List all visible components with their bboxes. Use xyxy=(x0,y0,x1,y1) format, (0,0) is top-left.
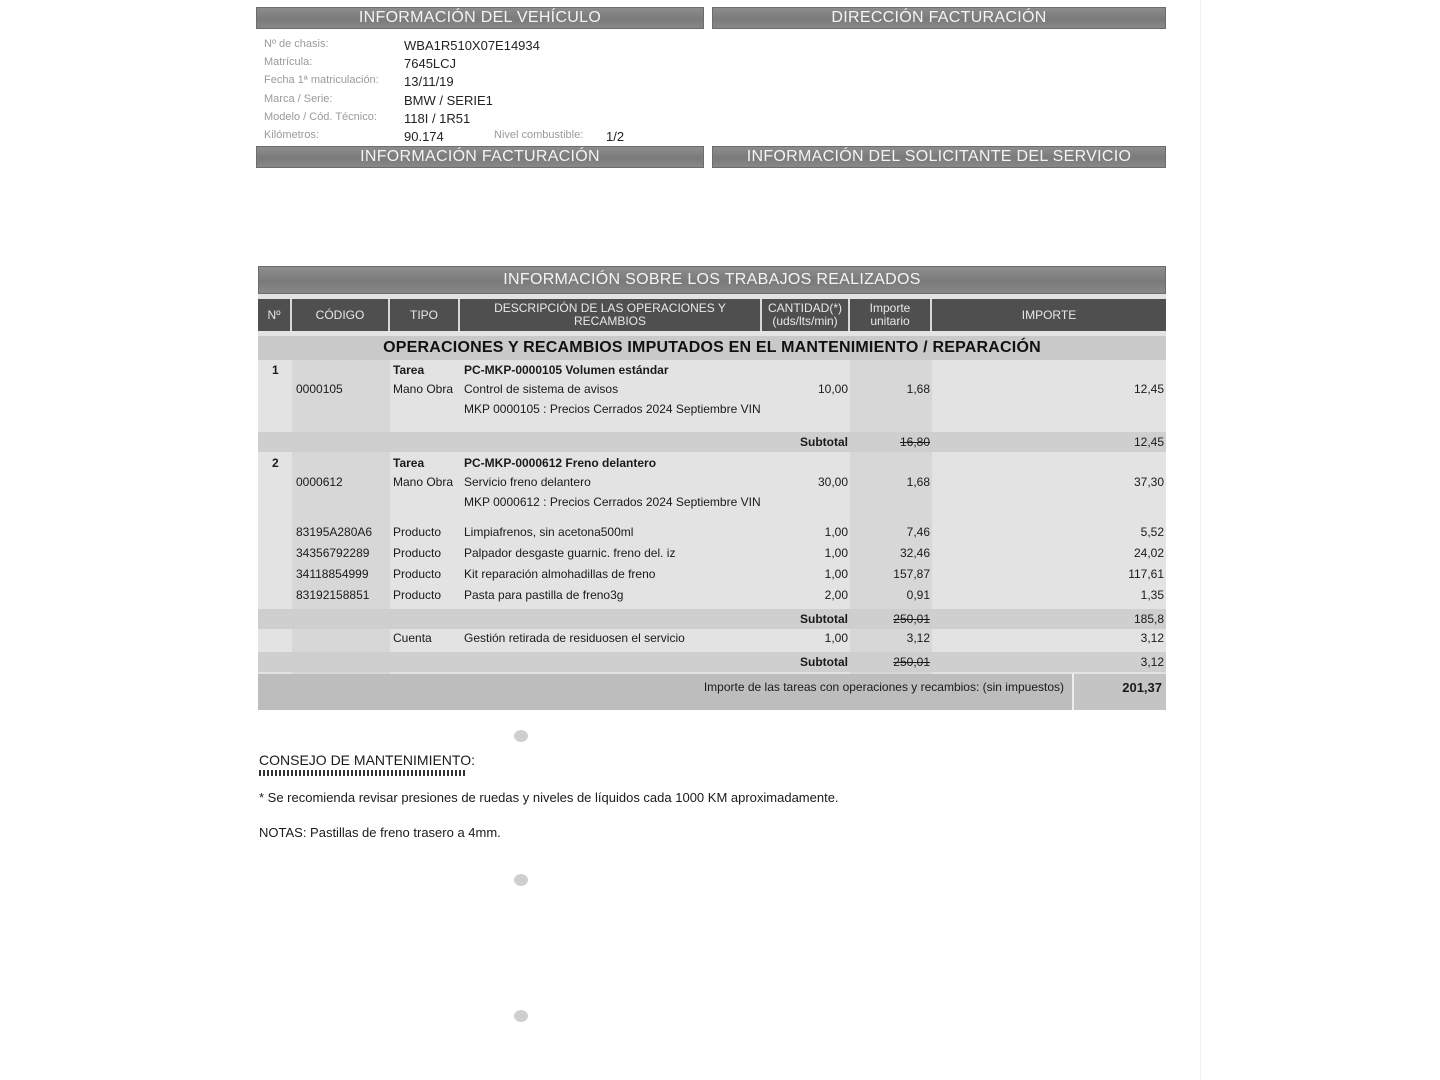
row-qty: 1,00 xyxy=(824,525,848,539)
combustible-label: Nivel combustible: xyxy=(494,129,584,141)
header-facturacion xyxy=(256,146,704,168)
table-row xyxy=(258,360,1166,380)
row-unit: 3,12 xyxy=(906,631,930,645)
row-note: MKP 0000612 : Precios Cerrados 2024 Septiembre VIN xyxy=(464,495,761,509)
table-header-row xyxy=(258,299,1166,331)
row-desc: Servicio freno delantero xyxy=(464,475,591,489)
total-row xyxy=(258,674,1166,710)
col-header-tipo: TIPO xyxy=(390,299,460,331)
subtotal-unit: 250,01 xyxy=(893,655,930,669)
header-solicitante-text: INFORMACIÓN DEL SOLICITANTE DEL SERVICIO xyxy=(746,148,1132,165)
row-desc: PC-MKP-0000612 Freno delantero xyxy=(464,456,657,470)
marca-value: BMW / SERIE1 xyxy=(404,93,493,108)
row-code: 0000612 xyxy=(296,475,343,489)
scan-hole-mark xyxy=(514,874,528,886)
row-tipo: Tarea xyxy=(393,363,425,377)
row-code: 83192158851 xyxy=(296,588,370,602)
row-tipo: Cuenta xyxy=(393,631,432,645)
table-row xyxy=(258,453,1166,473)
row-qty: 1,00 xyxy=(824,546,848,560)
chasis-value: WBA1R510X07E14934 xyxy=(404,38,540,53)
table-row xyxy=(258,543,1166,563)
table-row-note xyxy=(258,402,1166,432)
row-imp: 12,45 xyxy=(1133,382,1164,396)
subtotal-unit: 250,01 xyxy=(893,612,930,626)
page-edge xyxy=(1200,0,1201,1080)
total-value: 201,37 xyxy=(1122,680,1162,695)
scan-hole-mark xyxy=(514,730,528,742)
row-tipo: Tarea xyxy=(393,456,425,470)
header-direccion-facturacion xyxy=(712,7,1166,29)
row-code: 0000105 xyxy=(296,382,343,396)
header-vehiculo xyxy=(256,7,704,29)
asterisk-divider xyxy=(259,770,465,776)
subtotal-label: Subtotal xyxy=(800,435,848,449)
row-qty: 1,00 xyxy=(824,631,848,645)
row-qty: 1,00 xyxy=(824,567,848,581)
row-desc: Kit reparación almohadillas de freno xyxy=(464,567,656,581)
col-header-descripcion: DESCRIPCIÓN DE LAS OPERACIONES Y RECAMBIOS xyxy=(460,299,762,331)
table-row xyxy=(258,522,1166,542)
row-imp: 1,35 xyxy=(1140,588,1164,602)
subtotal-row xyxy=(258,432,1166,452)
row-imp: 3,12 xyxy=(1140,631,1164,645)
row-no: 2 xyxy=(272,456,279,470)
row-qty: 2,00 xyxy=(824,588,848,602)
fecha-label: Fecha 1ª matriculación: xyxy=(264,74,379,86)
km-label: Kilómetros: xyxy=(264,129,320,141)
header-vehiculo-text: INFORMACIÓN DEL VEHÍCULO xyxy=(358,9,602,26)
row-no: 1 xyxy=(272,363,279,377)
row-code: 34356792289 xyxy=(296,546,370,560)
row-unit: 7,46 xyxy=(906,525,930,539)
modelo-value: 118I / 1R51 xyxy=(404,111,471,126)
row-imp: 117,61 xyxy=(1128,567,1164,581)
row-code: 83195A280A6 xyxy=(296,525,373,539)
col-header-unitario: Importe unitario xyxy=(850,299,932,331)
header-solicitante xyxy=(712,146,1166,168)
total-box xyxy=(1072,674,1166,710)
subtotal-imp: 3,12 xyxy=(1140,655,1164,669)
col-header-no: Nº xyxy=(258,299,292,331)
row-imp: 24,02 xyxy=(1133,546,1164,560)
row-tipo: Producto xyxy=(393,525,442,539)
col-header-importe: IMPORTE xyxy=(932,299,1166,331)
row-tipo: Mano Obra xyxy=(393,475,454,489)
trabajos-table xyxy=(258,266,1166,710)
header-direccion-text: DIRECCIÓN FACTURACIÓN xyxy=(831,9,1047,26)
row-tipo: Producto xyxy=(393,567,442,581)
table-row xyxy=(258,472,1166,492)
row-imp: 37,30 xyxy=(1133,475,1164,489)
row-desc: PC-MKP-0000105 Volumen estándar xyxy=(464,363,669,377)
row-qty: 30,00 xyxy=(817,475,848,489)
row-tipo: Producto xyxy=(393,588,442,602)
row-desc: Control de sistema de avisos xyxy=(464,382,619,396)
matricula-label: Matrícula: xyxy=(264,56,313,68)
subtotal-imp: 12,45 xyxy=(1133,435,1164,449)
row-desc: Limpiafrenos, sin acetona500ml xyxy=(464,525,634,539)
subtotal-label: Subtotal xyxy=(800,612,848,626)
header-facturacion-text: INFORMACIÓN FACTURACIÓN xyxy=(360,148,600,165)
header-trabajos-text: INFORMACIÓN SOBRE LOS TRABAJOS REALIZADOS xyxy=(503,271,921,288)
row-qty: 10,00 xyxy=(817,382,848,396)
consejo-heading: CONSEJO DE MANTENIMIENTO: xyxy=(259,752,475,768)
row-desc: Palpador desgaste guarnic. freno del. iz xyxy=(464,546,676,560)
table-row-note xyxy=(258,495,1166,525)
table-row xyxy=(258,379,1166,399)
col-header-codigo: CÓDIGO xyxy=(292,299,390,331)
row-unit: 1,68 xyxy=(906,475,930,489)
notas-text: NOTAS: Pastillas de freno trasero a 4mm. xyxy=(259,825,501,840)
table-row xyxy=(258,585,1166,605)
col-header-cantidad: CANTIDAD(*) (uds/lts/min) xyxy=(762,299,850,331)
chasis-label: Nº de chasis: xyxy=(264,38,329,50)
subtotal-row xyxy=(258,609,1166,629)
row-code: 34118854999 xyxy=(296,567,369,581)
row-desc: Pasta para pastilla de freno3g xyxy=(464,588,624,602)
scan-hole-mark xyxy=(514,1010,528,1022)
row-unit: 32,46 xyxy=(899,546,930,560)
fecha-value: 13/11/19 xyxy=(404,74,454,89)
section-title: OPERACIONES Y RECAMBIOS IMPUTADOS EN EL MANTENIMIENTO / REPARACIÓN xyxy=(258,336,1166,360)
row-unit: 157,87 xyxy=(893,567,930,581)
matricula-value: 7645LCJ xyxy=(404,56,457,71)
row-tipo: Producto xyxy=(393,546,442,560)
combustible-value: 1/2 xyxy=(606,129,625,144)
row-desc: Gestión retirada de residuosen el servicio xyxy=(464,631,685,645)
table-row xyxy=(258,628,1166,648)
subtotal-imp: 185,8 xyxy=(1133,612,1164,626)
subtotal-label: Subtotal xyxy=(800,655,848,669)
recomendacion-text: * Se recomienda revisar presiones de ruedas y niveles de líquidos cada 1000 KM aproximadamente. xyxy=(259,790,839,805)
subtotal-unit: 16,80 xyxy=(899,435,930,449)
marca-label: Marca / Serie: xyxy=(264,93,333,105)
row-note: MKP 0000105 : Precios Cerrados 2024 Septiembre VIN xyxy=(464,402,761,416)
km-value: 90.174 xyxy=(404,129,444,144)
modelo-label: Modelo / Cód. Técnico: xyxy=(264,111,377,123)
subtotal-row xyxy=(258,652,1166,672)
table-row xyxy=(258,564,1166,584)
row-unit: 1,68 xyxy=(906,382,930,396)
row-tipo: Mano Obra xyxy=(393,382,454,396)
total-label: Importe de las tareas con operaciones y recambios: (sin impuestos) xyxy=(703,680,1064,694)
row-unit: 0,91 xyxy=(906,588,930,602)
header-trabajos xyxy=(258,266,1166,294)
row-imp: 5,52 xyxy=(1140,525,1164,539)
